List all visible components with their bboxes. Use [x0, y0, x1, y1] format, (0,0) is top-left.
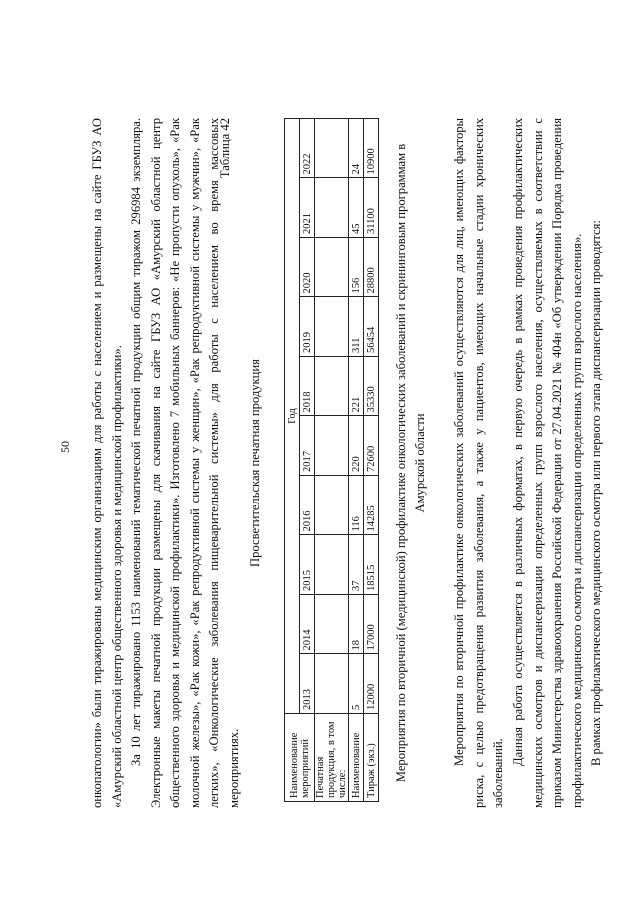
- header-name-cell: Наименование мероприятий: [285, 714, 315, 802]
- value-cell: 156: [349, 238, 364, 298]
- paragraph-2-text: За 10 лет тиражировано 1153 наименований тематической печатной продукции общим тиражом 296984 экземпляра. Электронные макеты печатной продукции размещены для скачивания на сайте ГБУЗ АО «Амурский областной центр общественного здоровья и медицинской профилактики». Изготовлено 7 мобильных баннеров: «Не пропусти опухоль», «Рак молочной железы», «Рак кожи», «Рак репродуктивной системы у женщин», «Рак репродуктивной системы у мужчин», «Рак легких», «Онкологические заболевания пищеварительной системы» для работы с населением во время массовых мероприятиях.: [129, 118, 241, 808]
- paragraph-5-text: В рамках профилактического медицинского осмотра или первого этапа диспансеризации проводятся:: [589, 220, 603, 766]
- value-cell: 31100: [364, 178, 379, 238]
- value-cell: 72600: [364, 416, 379, 476]
- year-cell: 2016: [300, 476, 315, 536]
- year-cell: 2015: [300, 535, 315, 595]
- value-cell: 220: [349, 416, 364, 476]
- value-cell: 37: [349, 535, 364, 595]
- value-cell: 45: [349, 178, 364, 238]
- value-cell: 28800: [364, 238, 379, 298]
- value-cell: [315, 178, 349, 238]
- row-label-cell: Наименование: [349, 714, 364, 802]
- value-cell: [315, 535, 349, 595]
- year-cell: 2017: [300, 416, 315, 476]
- table-header-row: [285, 119, 300, 802]
- value-cell: 35330: [364, 357, 379, 417]
- page-number: 50: [58, 441, 72, 453]
- value-cell: 18: [349, 595, 364, 655]
- paragraph-1-text: онкопатологии» были тиражированы медицинским организациям для работы с населением и размещены на сайте ГБУЗ АО «Амурский областной центр общественного здоровья и медицинской профилактики».: [90, 118, 124, 808]
- year-cell: 2014: [300, 595, 315, 655]
- value-cell: [315, 119, 349, 179]
- paragraph-intro-continuation: [88, 118, 127, 808]
- value-cell: 311: [349, 297, 364, 357]
- value-cell: [315, 595, 349, 655]
- year-cell: 2021: [300, 178, 315, 238]
- paragraph-4-text: Данная работа осуществляется в различных форматах, в первую очередь в рамках проведения профилактических медицинских осмотров и диспансеризации определенных групп взрослого населения, осуществляемых в соответствии с приказом Министерства здравоохранения Российской Федерации от 27.04.2021 № 404н «Об утверждении Порядка проведения профилактического медицинского осмотра и диспансеризации определенных групп взрослого населения».: [511, 118, 584, 808]
- value-cell: 12000: [364, 654, 379, 714]
- value-cell: 56454: [364, 297, 379, 357]
- row-label-cell: Печатная продукция, в том числе:: [315, 714, 349, 802]
- year-cell: 2013: [300, 654, 315, 714]
- value-cell: 17000: [364, 595, 379, 655]
- value-cell: 14285: [364, 476, 379, 536]
- year-cell: 2018: [300, 357, 315, 417]
- paragraph-3-text: Мероприятия по вторичной профилактике онкологических заболеваний осуществляются для лиц, имеющих факторы риска, с целью предотвращения развития заболевания, а также у пациентов, имеющих начальные стадии хронических заболеваний.: [452, 118, 506, 808]
- value-cell: 116: [349, 476, 364, 536]
- paragraph-first-stage: [587, 118, 607, 808]
- value-cell: 10900: [364, 119, 379, 179]
- table-title: Просветительская печатная продукция: [248, 359, 262, 567]
- value-cell: [315, 357, 349, 417]
- header-year-group-cell: Год: [285, 119, 300, 714]
- table-row: [349, 119, 364, 802]
- value-cell: 5: [349, 654, 364, 714]
- year-cell: 2020: [300, 238, 315, 298]
- table-caption: Таблица 42: [218, 118, 232, 179]
- table-years-row: [300, 119, 315, 802]
- row-label-cell: Тираж (экз.): [364, 714, 379, 802]
- printed-products-table: [284, 118, 379, 802]
- value-cell: 221: [349, 357, 364, 417]
- value-cell: [315, 238, 349, 298]
- year-cell: 2019: [300, 297, 315, 357]
- value-cell: 24: [349, 119, 364, 179]
- paragraph-formats: [509, 118, 587, 808]
- value-cell: 18515: [364, 535, 379, 595]
- table-row: [364, 119, 379, 802]
- paragraph-secondary-prevention: [450, 118, 509, 808]
- value-cell: [315, 476, 349, 536]
- value-cell: [315, 297, 349, 357]
- section-title: Мероприятия по вторичной (медицинской) профилактике онкологических заболеваний и скрининговым программам в Амурской области: [394, 143, 427, 783]
- year-cell: 2022: [300, 119, 315, 179]
- value-cell: [315, 654, 349, 714]
- table-row: [315, 119, 349, 802]
- value-cell: [315, 416, 349, 476]
